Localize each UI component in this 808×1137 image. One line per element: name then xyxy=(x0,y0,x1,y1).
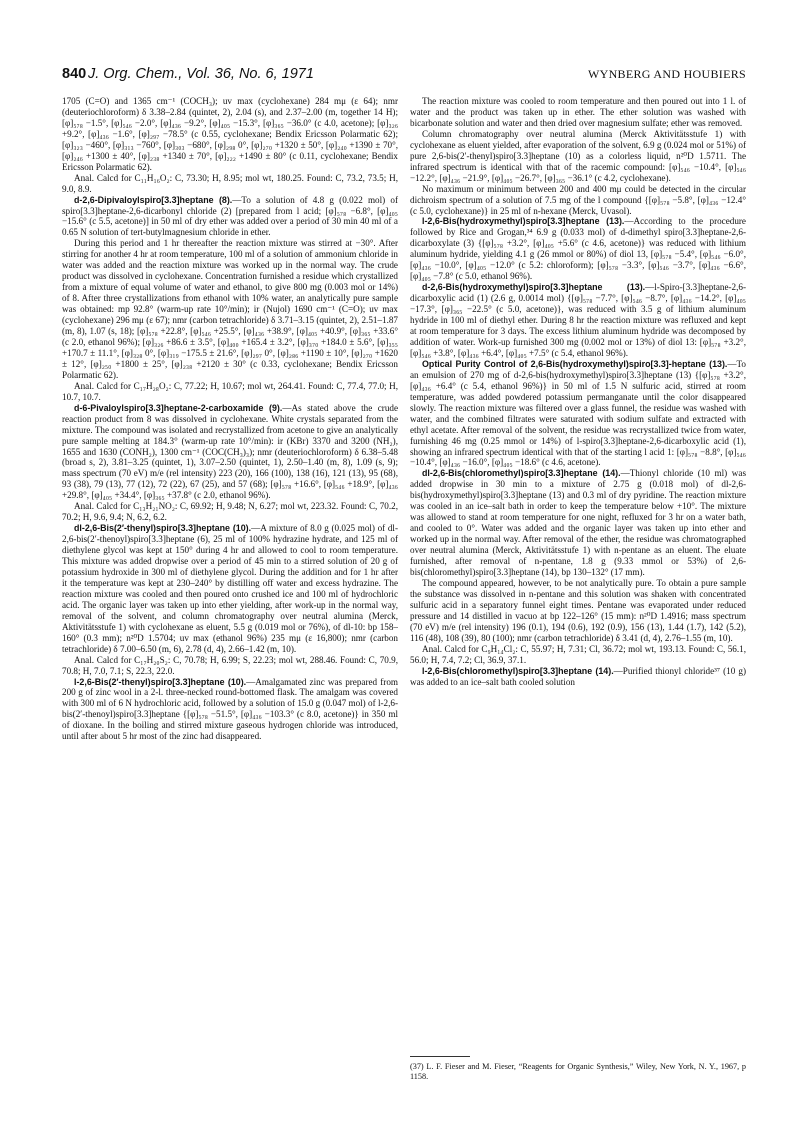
section-heading: d-6-Pivaloylspiro[3.3]heptane-2-carboxamide (9). xyxy=(74,402,283,413)
paragraph: Anal. Calcd for C₁₇H₂₈O₂: C, 77.22; H, 10.67; mol wt, 264.41. Found: C, 77.4, 77.0; H, 10.7, 10.7. xyxy=(62,380,398,402)
section-heading: l-2,6-Bis(hydroxymethyl)spiro[3.3]heptane (13). xyxy=(422,216,625,227)
running-authors: WYNBERG AND HOUBIERS xyxy=(587,67,746,81)
paragraph: Anal. Calcd for C₁₃H₂₁NO₂: C, 69.92; H, 9.48; N, 6.27; mol wt, 223.32. Found: C, 70.2, 70.2; H, 9.6, 9.4; N, 6.2, 6.2. xyxy=(62,501,398,523)
paragraph: The reaction mixture was cooled to room temperature and then poured out into 1 l. of water and the product was taken up in ether. The ether solution was washed with bicarbonate solution and water and then dried over magnesium sulfate; ether was removed. xyxy=(410,96,746,128)
section-body: —To an emulsion of 270 mg of d-2,6-bis(hydroxymethyl)spiro[3.3]heptane (13) {[φ]₅₇₈ +3.2°, [φ]₄₃₆ +6.4° (c 5.4, ethanol 96%)} in 50 ml of 1.5 N sulfuric acid, stirred at room temperature, was added powdered potassium permanganate until the color disappeared slowly. The reaction mixture was filtered over a glass funnel, the residue was washed with water, and the combined filtrates were saturated with sodium sulfate and extracted with ethyl acetate. After removal of the solvent, the residue was recrystallized twice from water, furnishing 46 mg (0.25 mmol or 14%) of l-spiro[3.3]heptane-2,6-dicarboxylic acid (1), showing an infrared spectrum identical with that of the starting l acid 1: [φ]₅₇₈ −8.8°, [φ]₅₄₆ −10.4°, [φ]₄₃₆ −16.0°, [φ]₄₀₅ −18.6° (c 4.6, acetone). xyxy=(410,358,746,468)
page-number: 840 xyxy=(62,66,87,82)
section-body: —To a solution of 4.8 g (0.022 mol) of spiro[3.3]heptane-2,6-dicarbonyl chloride (2) [prepared from l acid; [φ]₅₇₈ −6.8°, [φ]₄₀₅ −15.6° (c 5.5, acetone)] in 50 ml of dry ether was added over a period of 30 min 40 ml of a 0.65 N solution of tert-butylmagnesium chloride in ether. xyxy=(62,194,399,238)
section-body: —According to the procedure followed by Rice and Grogan,³⁴ 6.9 g (0.033 mol) of d-dimethyl spiro[3.3]heptane-2,6-dicarboxylate (3) {[φ]₅₇₈ +3.2°, [φ]₄₀₅ +5.6° (c 4.6, acetone)} was reduced with lithium aluminum hydride, yielding 4.1 g (26 mmol or 80%) of diol 13, [φ]₅₇₈ −5.4°, [φ]₅₄₆ −6.0°, [φ]₄₃₆ −10.0°, [φ]₄₀₅ −12.0° (c 5.2: chloroform); [φ]₅₇₈ −3.3°, [φ]₅₄₆ −3.7°, [φ]₄₃₆ −6.6°, [φ]₄₀₅ −7.8° (c 5.0, ethanol 96%). xyxy=(410,216,746,282)
paragraph: Anal. Calcd for C₁₁H₁₆O₂: C, 73.30; H, 8.95; mol wt, 180.25. Found: C, 73.2, 73.5; H, 9.0, 8.9. xyxy=(62,172,398,194)
section-heading: l-2,6-Bis(2′-thenyl)spiro[3.3]heptane (10). xyxy=(74,676,247,687)
paragraph: Anal. Calcd for C₉H₁₄Cl₂: C, 55.97; H, 7.31; Cl, 36.72; mol wt, 193.13. Found: C, 56.1, 56.0; H, 7.4, 7.2; Cl, 36.9, 37.1. xyxy=(410,643,746,665)
experimental-section xyxy=(410,666,746,688)
section-heading: Optical Purity Control of 2,6-Bis(hydroxymethyl)spiro[3.3]-heptane (13). xyxy=(422,358,728,369)
section-body: —A mixture of 8.0 g (0.025 mol) of dl-2,6-bis(2′-thenoyl)spiro[3.3]heptane (6), 25 ml of 100% hydrazine hydrate, and 125 ml of diethylene glycol was kept at 150° during 4 hr and allowed to cool to room temperature. This mixture was added dropwise over a period of 45 min to a stirred solution of 20 g of potassium hydroxide in 300 ml of diethylene glycol. During the addition and for 1 hr after it the temperature was kept at 230–240° by distilling off water and excess hydrazine. The reaction mixture was cooled and then poured onto crushed ice and 100 ml of hydrochloric acid. The organic layer was taken up into ether yielding, after work-up in the normal way, removal of the solvent, and column chromatography over neutral alumina (Merck, Aktivitätsstufe 1) with cyclohexane as eluent, 5.5 g (0.019 mol or 76%), of dl-10: bp 158–160° (0.3 mm); n²⁰D 1.5704; uv max (ethanol 96%) 235 mμ (ε 16,800); nmr (carbon tetrachloride) δ 7.00–6.50 (m, 6), 2.78 (d, 4), 2.66–1.42 (m, 10). xyxy=(62,523,398,654)
section-heading: d-2,6-Bis(hydroxymethyl)spiro[3.3]heptane (13). xyxy=(422,282,646,293)
experimental-section xyxy=(62,523,398,654)
paragraph: During this period and 1 hr thereafter the reaction mixture was stirred at −30°. After stirring for another 4 hr at room temperature, 100 ml of a solution of ammonium chloride in water was added and the reaction mixture was worked up in the normal way. The crude product was dissolved in cyclohexane. Concentration furnished a residue which crystallized from a mixture of equal volume of water and ethanol, to give 800 mg (0.003 mol or 14%) of 8. After three crystallizations from ethanol with 10% water, an analytically pure sample was obtained: mp 92.8° (warm-up rate 10°/min); ir (Nujol) 1690 cm⁻¹ (C=O); uv max (cyclohexane) 296 mμ (ε 67); nmr (carbon tetrachloride) δ 3.71–3.15 (quintet, 2), 2.51–1.87 (m, 8), 1.07 (s, 18); [φ]₅₇₈ +22.8°, [φ]₅₄₆ +25.5°, [φ]₄₃₆ +38.9°, [φ]₄₀₅ +40.9°, [φ]₃₆₅ +33.6° (c 2.0, ethanol 96%); [φ]₃₂₆ +86.6 ± 3.5°, [φ]₄₀₀ +165.4 ± 3.2°, [φ]₃₇₀ +184.0 ± 5.6°, [φ]₃₅₅ +170.7 ± 11.1°, [φ]₃₂₈ 0°, [φ]₃₁₉ −175.5 ± 21.6°, [φ]₂₉₇ 0°, [φ]₂₈₆ +1190 ± 10°, [φ]₂₇₀ +1620 ± 12°, [φ]₂₅₀ +1800 ± 25°, [φ]₂₃₈ +2120 ± 30° (c 0.33, cyclohexane; Bendix Ericsson Polarmatic 62). xyxy=(62,238,398,380)
right-column xyxy=(410,96,746,687)
paragraph: 1705 (C=O) and 1365 cm⁻¹ (COCH₃); uv max (cyclohexane) 284 mμ (ε 64); nmr (deuteriochloroform) δ 3.38–2.84 (quintet, 2), 2.04 (s), and 2.37–2.00 (m, together 14 H); [φ]₅₇₈ −1.5°, [φ]₅₄₆ −2.0°, [φ]₄₃₆ −9.2°, [φ]₄₀₅ −15.3°, [φ]₃₆₅ −36.0° (c 4.0, acetone); [φ]₃₂₆ +9.2°, [φ]₄₃₆ −1.6°, [φ]₂₉₇ −78.5° (c 0.55, cyclohexane; Bendix Ericsson Polarmatic 62); [φ]₃₂₃ −460°, [φ]₃₁₃ −760°, [φ]₃₀₃ −680°, [φ]₂₉₈ 0°, [φ]₂₇₀ +1320 ± 50°, [φ]₂₄₀ +1390 ± 70°, [φ]₂₄₆ +1300 ± 40°, [φ]₂₃₈ +1340 ± 70°, [φ]₂₂₂ +1490 ± 80° (c 0.11, cyclohexane; Bendix Ericsson Polarmatic 62). xyxy=(62,96,398,172)
experimental-section xyxy=(62,403,398,502)
paragraph: No maximum or minimum between 200 and 400 mμ could be detected in the circular dichroism spectrum of a solution of 7.5 mg of the l compound {[φ]₅₇₈ −5.8°, [φ]₄₃₆ −12.4° (c 5.0, cyclohexane)} in 25 ml of n-hexane (Merck, Uvasol). xyxy=(410,183,746,216)
paragraph: Anal. Calcd for C₁₇H₂₀S₂: C, 70.78; H, 6.99; S, 22.23; mol wt, 288.46. Found: C, 70.9, 70.8; H, 7.0, 7.1; S, 22.3, 22.0. xyxy=(62,654,398,676)
section-heading: dl-2,6-Bis(2′-thenyl)spiro[3.3]heptane (10). xyxy=(74,523,252,534)
page-header xyxy=(62,66,746,86)
section-body: —Amalgamated zinc was prepared from 200 g of zinc wool in a 2-l. three-necked round-bottomed flask. The amalgam was covered with 300 ml of 6 N hydrochloric acid, followed by a solution of 15.0 g (0.047 mol) of l-2,6-bis(2′-thenoyl)spiro[3.3]heptane {[φ]₅₇₈ −51.5°, [φ]₄₃₆ −103.3° (c 8.0, acetone)} in 350 ml of dioxane. In the boiling and stirred mixture gaseous hydrogen chloride was introduced, until after about 5 hr most of the zinc had disappeared. xyxy=(62,676,398,742)
experimental-section xyxy=(62,195,398,239)
section-heading: d-2,6-Dipivaloylspiro[3.3]heptane (8). xyxy=(74,194,233,205)
section-body: —Purified thionyl chloride³⁷ (10 g) was added to an ice–salt bath cooled solution xyxy=(410,665,746,687)
paragraph: The compound appeared, however, to be not analytically pure. To obtain a pure sample the substance was dissolved in n-pentane and this solution was shaken with concentrated sulfuric acid in a separatory funnel eight times. Pentane was evaporated under reduced pressure and 14 distilled in vacuo at bp 122–126° (15 mm): n²⁰D 1.4916; mass spectrum (70 eV) m/e (rel intensity) 196 (0.1), 194 (0.6), 192 (0.9), 156 (13), 1.44 (1.7), 142 (5.2), 116 (48), 108 (39), 80 (100); nmr (carbon tetrachloride) δ 3.41 (d, 4), 2.76–1.55 (m, 10). xyxy=(410,577,746,643)
section-heading: dl-2,6-Bis(chloromethyl)spiro[3.3]heptane (14). xyxy=(422,468,621,479)
footnote-divider xyxy=(410,1056,470,1057)
section-body: —Thionyl chloride (10 ml) was added dropwise in 30 min to a mixture of 2.75 g (0.018 mol) of dl-2,6-bis(hydroxymethyl)spiro[3.3]heptane (13) and 0.3 ml of dry pyridine. The reaction mixture was cooled in an ice–salt bath in order to keep the temperature below +10°. The mixture was allowed to stand at room temperature for one night, refluxed for 3 hr on a water bath, and cooled to 0°. Water was added and the organic layer was taken up into ether and worked up in the normal way. After removal of the ether, the residue was chromatographed over neutral alumina (Merck, Aktivitätsstufe 1) with n-pentane as an eluent. The eluate furnished, after removal of n-pentane, 1.8 g (9.33 mmol or 53%) of 2,6-bis(chloromethyl)spiro[3.3]heptane (14), bp 130–132° (17 mm). xyxy=(410,468,746,577)
experimental-section xyxy=(410,282,746,359)
experimental-section xyxy=(410,468,746,578)
section-heading: l-2,6-Bis(chloromethyl)spiro[3.3]heptane (14). xyxy=(422,665,614,676)
footnote-37: (37) L. F. Fieser and M. Fieser, “Reagents for Organic Synthesis,” Wiley, New York, N. Y., 1967, p 1158. xyxy=(410,1062,746,1081)
section-body: —l-Spiro-[3.3]heptane-2,6-dicarboxylic acid (1) (2.6 g, 0.0014 mol) {[φ]₅₇₈ −7.7°, [φ]₅₄₆ −8.7°, [φ]₄₃₆ −14.2°, [φ]₄₀₅ −17.3°, [φ]₃₆₅ −22.5° (c 5.0, acetone)}, was reduced with 3.5 g of lithium aluminum hydride in 100 ml of diethyl ether. During 8 hr the reaction mixture was refluxed and kept at room temperature for 3 days. The excess lithium aluminum hydride was decomposed by addition of water. Work-up furnished 300 mg (0.002 mol or 13%) of diol 13: [φ]₅₇₈ +3.2°, [φ]₅₄₆ +3.8°, [φ]₄₃₆ +6.4°, [φ]₄₀₅ +7.5° (c 5.4, ethanol 96%). xyxy=(410,282,746,358)
experimental-section xyxy=(62,677,398,743)
section-body: —As stated above the crude reaction product from 8 was dissolved in cyclohexane. White crystals separated from the mixture. The compound was isolated and recrystallized from acetone to give an analytically pure sample melting at 184.3° (warm-up rate 10°/min): ir (KBr) 3370 and 3200 (NH₂), 1655 and 1630 (CONH₂), 1300 cm⁻¹ (COC(CH₃)₃); nmr (deuteriochloroform) δ 6.38–5.48 (broad s, 2), 3.81–3.25 (quintet, 1), 3.07–2.50 (quintet, 1), 2.50–1.40 (m, 8), 1.09 (s, 9); mass spectrum (70 eV) m/e (rel intensity) 223 (20), 166 (100), 138 (16), 121 (13), 95 (68), 93 (38), 79 (13), 77 (12), 72 (22), 67 (25), and 57 (68); [φ]₅₇₈ +16.6°, [φ]₅₄₆ +18.9°, [φ]₄₃₆ +29.8°, [φ]₄₀₅ +34.4°, [φ]₃₆₅ +37.8° (c 2.0, ethanol 96%). xyxy=(62,402,398,501)
left-column xyxy=(62,96,398,742)
experimental-section xyxy=(410,359,746,469)
journal-citation: J. Org. Chem., Vol. 36, No. 6, 1971 xyxy=(88,66,314,82)
experimental-section xyxy=(410,216,746,282)
paragraph: Column chromatography over neutral alumina (Merck Aktivitätsstufe 1) with cyclohexane as eluent yielded, after evaporation of the solvent, 6.9 g (0.024 mol or 51%) of pure 2,6-bis(2′-thenyl)spiro[3.3]heptane (10) as a colorless liquid, n²⁰D 1.5711. The infrared spectrum is identical with that of the racemic compound: [φ]₅₄₆ −10.4°, [φ]₅₄₆ −12.2°, [φ]₄₃₆ −21.9°, [φ]₄₀₅ −26.7°, [φ]₃₆₅ −36.1° (c 4.2, cyclohexane). xyxy=(410,128,746,183)
